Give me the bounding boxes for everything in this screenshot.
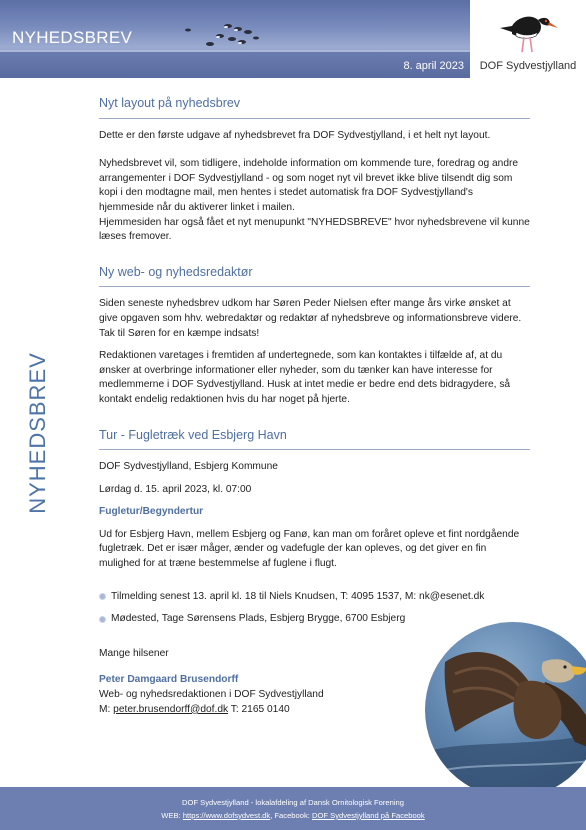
trip-location: DOF Sydvestjylland, Esbjerg Kommune [99,461,278,473]
facebook-link[interactable]: DOF Sydvestjylland på Facebook [312,811,425,820]
trip-datetime: Lørdag d. 15. april 2023, kl. 07:00 [99,483,252,495]
bird-flock-icon [180,18,270,54]
section-title-layout: Nyt layout på nyhedsbrev [99,96,530,119]
web-prefix: WEB: [161,811,183,820]
footer-line-1: DOF Sydvestjylland - lokalafdeling af Dansk Ornitologisk Forening [181,798,404,807]
mail-prefix: M: [99,703,114,715]
eagle-illustration [425,622,586,798]
phone: T: 2165 0140 [228,703,290,715]
section-title-editor: Ny web- og nyhedsredaktør [99,265,530,288]
bullet-dot-icon [99,616,106,623]
bullet-text: Tilmelding senest 13. april kl. 18 til Niels Knudsen, T: 4095 1537, M: nk@esenet.dk [111,590,485,602]
side-title [16,350,60,515]
water-strip [0,52,470,78]
paragraph: Nyhedsbrevet vil, som tidligere, indeholde information om kommende ture, foredrag og andre arrangementer i DOF Sydvestjylland - og som noget nyt vil brevet ikke blive tilsendt dig som kopi i den modtagne mail, men hentes i stedet automatisk fra DOF Sydvestjylland's hjemmeside når du aktiverer linket i mailen. [99,158,519,213]
paragraph: Siden seneste nyhedsbrev udkom har Søren Peder Nielsen efter mange års virke ønsket at give opgaven som hhv. webredaktør og redaktør af nyhedsbreve og informationsbreve videre. Tak til Søren for en kæmpe indsats! [99,298,522,339]
list-item [99,612,530,627]
signer-name: Peter Damgaard Brusendorff [99,674,239,686]
list-item [99,590,530,605]
bullet-dot-icon [99,593,106,600]
email-link[interactable]: peter.brusendorff@dof.dk [113,703,229,715]
paragraph: Dette er den første udgave af nyhedsbrevet fra DOF Sydvestjylland, i et helt nyt layout. [99,129,491,141]
header-banner [0,0,470,78]
side-title-text: NYHEDSBREV [25,351,50,514]
section-title-trip: Tur - Fugletræk ved Esbjerg Havn [99,428,530,451]
website-link[interactable]: https://www.dofsydvest.dk [182,811,271,820]
eagle-photo [425,622,586,798]
organization-name: DOF Sydvestjylland [479,60,577,72]
greeting: Mange hilsener [99,647,169,659]
trip-subhead: Fugletur/Begyndertur [99,506,204,518]
signer-role: Web- og nyhedsredaktionen i DOF Sydvestjylland [99,689,324,701]
bullet-text: Mødested, Tage Sørensens Plads, Esbjerg Brygge, 6700 Esbjerg [111,613,406,625]
footer-line-2 [0,809,586,822]
header-date: 8. april 2023 [403,60,464,72]
header-title: NYHEDSBREV [12,28,133,47]
facebook-prefix: , Facebook: [270,811,312,820]
paragraph: Hjemmesiden har også fået et nyt menupunkt "NYHEDSBREVE" hvor nyhedsbrevene vil kunne læses fremover. [99,216,530,243]
oystercatcher-logo-icon [498,6,558,54]
logo-box [470,0,586,78]
trip-description: Ud for Esbjerg Havn, mellem Esbjerg og Fanø, kan man om foråret opleve et fint nordgående fugletræk. Det er især måger, ænder og vadefugle der kan opleves, og det giver en fin mulighed for at træne bestemmelse af fuglene i flugt. [99,528,520,570]
footer [0,787,586,830]
main-content [99,96,530,717]
paragraph: Redaktionen varetages i fremtiden af undertegnede, som kan kontaktes i tilfælde af, at du ønsker at overbringe informationer eller nyheder, som du tænker kan have interesse for medlemmerne i DOF Sydvestjylland. Husk at intet medie er bedre end dets bidragydere, så kontakt endelig redaktionen hvis du har noget på hjerte. [99,350,511,405]
